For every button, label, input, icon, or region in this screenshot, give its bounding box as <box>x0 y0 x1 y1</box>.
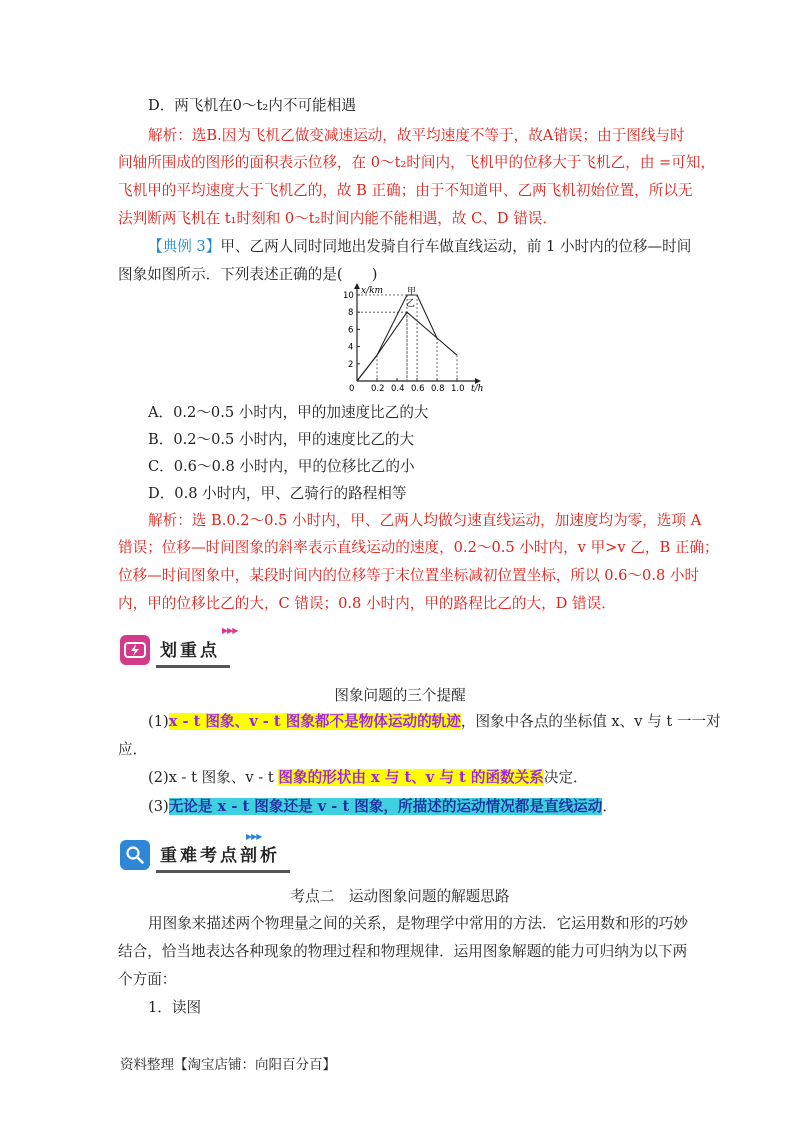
item-number: (1) <box>148 713 169 730</box>
y-tick-label: 8 <box>348 308 354 319</box>
y-axis-arrow <box>354 283 360 289</box>
option-a: A．0.2～0.5 小时内，甲的加速度比乙的大 <box>148 404 429 421</box>
analysis-line: 飞机甲的平均速度大于飞机乙的，故 B 正确；由于不知道甲、乙两飞机初始位置，所以无 <box>118 182 693 199</box>
footer-note: 资料整理【淘宝店铺：向阳百分百】 <box>120 1057 336 1073</box>
x-axis-label: t/h <box>471 384 484 394</box>
arrow-icon: ▶▶▶ <box>222 626 238 635</box>
x-tick-label: 0.2 <box>371 384 385 394</box>
example-stem-line2: 图象如图所示．下列表述正确的是( ) <box>118 266 378 283</box>
section-title: 图象问题的三个提醒 <box>334 687 466 704</box>
y-tick-label: 10 <box>343 291 354 301</box>
x-tick-label: 1.0 <box>451 384 465 394</box>
y-tick-label: 2 <box>348 359 354 370</box>
option-b: B．0.2～0.5 小时内，甲的速度比乙的大 <box>148 431 415 448</box>
item-text: x - t 图象、v - t <box>168 769 279 786</box>
analysis-line: 法判断两飞机在 t₁时刻和 0～t₂时间内能不能相遇，故 C、D 错误． <box>118 210 557 227</box>
analysis-line: 间轴所围成的图形的面积表示位移，在 0～t₂时间内，飞机甲的位移大于飞机乙，由 =可知， <box>118 154 716 171</box>
lightning-icon <box>120 635 150 665</box>
highlight-item-3 <box>148 797 617 817</box>
highlight-text: x - t 图象、v - t 图象都不是物体运动的轨迹 <box>168 713 461 730</box>
series-label: 甲 <box>407 287 417 297</box>
highlight-text: 图象的形状由 x 与 t、v 与 t 的函数关系 <box>278 769 544 786</box>
item-text: ． <box>602 798 617 815</box>
series-line-0 <box>357 295 437 381</box>
analysis-line: 位移—时间图象中，某段时间内的位移等于末位置坐标减初位置坐标，所以 0.6～0.8 小时 <box>118 567 700 584</box>
item-number: (3) <box>148 798 169 815</box>
y-axis-label: x/km <box>361 286 384 296</box>
x-tick-label: 0.6 <box>411 384 425 394</box>
highlight-item-1-cont: 应． <box>118 741 148 758</box>
analysis-line: 错误；位移—时间图象的斜率表示直线运动的速度，0.2～0.5 小时内，v 甲>v 乙，B 正确； <box>118 539 719 556</box>
item-text: ，图象中各点的坐标值 x、v 与 t 一一对 <box>460 713 721 730</box>
item-text: 决定． <box>543 769 588 786</box>
series-line-1 <box>357 312 457 381</box>
analysis-line: 内，甲的位移比乙的大，C 错误；0.8 小时内，甲的路程比乙的大，D 错误． <box>118 595 616 612</box>
analysis-line: 解析：选B.因为飞机乙做变减速运动，故平均速度不等于，故A错误；由于图线与时 <box>148 127 685 144</box>
x-tick-label: 0.8 <box>431 384 445 394</box>
x-tick-label: 0 <box>349 384 355 394</box>
banner-label: 重难考点剖析 <box>156 837 290 873</box>
highlight-item-1 <box>148 712 721 732</box>
highlights-banner <box>120 633 230 667</box>
section-title: 考点二 运动图象问题的解题思路 <box>290 888 510 905</box>
xt-chart <box>335 283 495 401</box>
highlight-item-2 <box>148 768 588 788</box>
paragraph-line: 用图象来描述两个物理量之间的关系，是物理学中常用的方法．它运用数和形的巧妙 <box>148 915 688 932</box>
banner-label: 划重点 <box>156 632 230 668</box>
option-d: D．0.8 小时内，甲、乙骑行的路程相等 <box>148 485 407 502</box>
analysis-banner <box>120 838 290 872</box>
y-tick-label: 4 <box>348 342 354 353</box>
x-tick-label: 0.4 <box>391 384 405 394</box>
example-tag: 【典例 3】 <box>148 238 221 255</box>
option-d: D．两飞机在0～t₂内不可能相遇 <box>148 97 356 114</box>
arrow-icon: ▶▶▶ <box>246 832 262 841</box>
list-item: 1．读图 <box>148 999 202 1016</box>
highlight-text: 无论是 x - t 图象还是 v - t 图象，所描述的运动情况都是直线运动 <box>168 798 603 815</box>
option-c: C．0.6～0.8 小时内，甲的位移比乙的小 <box>148 458 415 475</box>
magnifier-icon <box>120 840 150 870</box>
highlight-mark <box>169 713 461 730</box>
item-number: (2) <box>148 769 169 786</box>
paragraph-line: 结合，恰当地表达各种现象的物理过程和物理规律．运用图象解题的能力可归纳为以下两 <box>118 943 688 960</box>
analysis-line: 解析：选 B.0.2～0.5 小时内，甲、乙两人均做匀速直线运动，加速度均为零，选项 A <box>148 512 702 529</box>
y-tick-label: 6 <box>348 325 354 336</box>
highlight-mark <box>278 769 543 786</box>
example-stem <box>148 237 691 257</box>
series-label: 乙 <box>406 299 416 310</box>
example-stem-text: 甲、乙两人同时同地出发骑自行车做直线运动，前 1 小时内的位移—时间 <box>220 238 692 255</box>
paragraph-line: 个方面： <box>118 971 177 988</box>
